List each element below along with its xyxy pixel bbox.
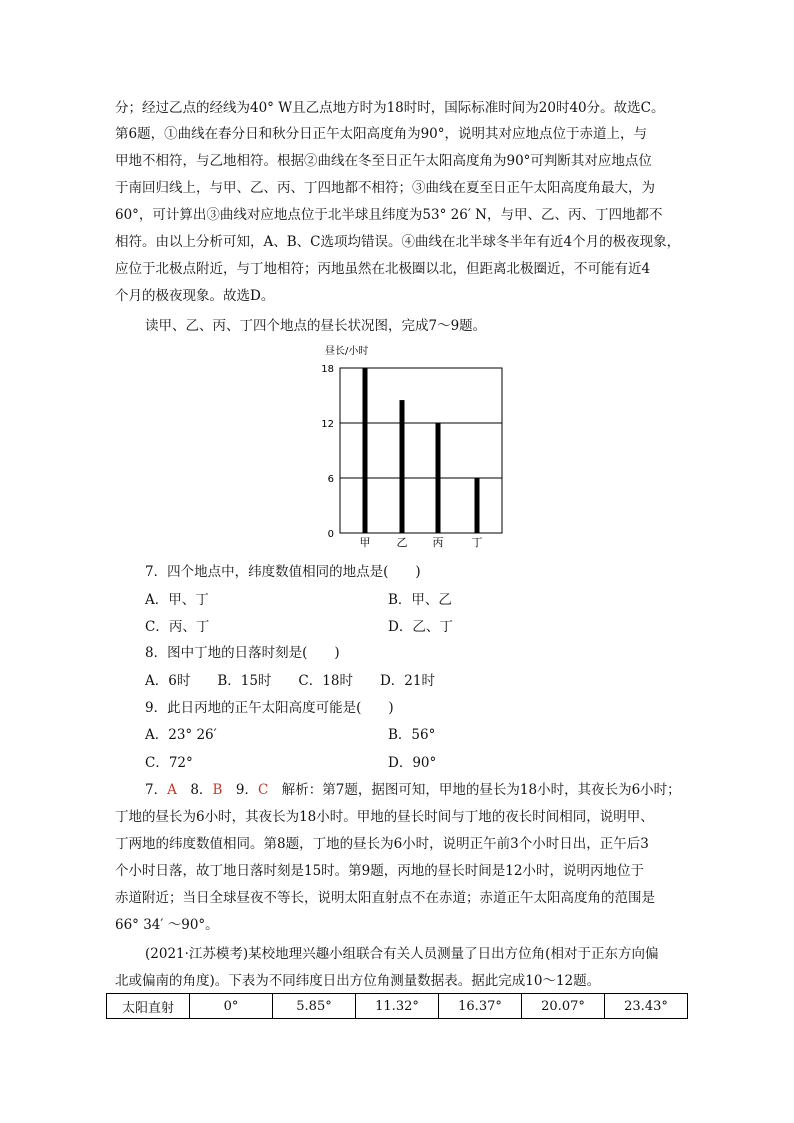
table-cell: 0° [190,994,273,1019]
text-line: 60°，可计算出③曲线对应地点位于北半球且纬度为53° 26′ N，与甲、乙、丙、丁四地都不 [115,207,663,223]
table-header-cell: 太阳直射 [107,994,190,1019]
question-7-option-a: A．甲、丁 [145,592,209,608]
table-cell: 11.32° [356,994,439,1019]
question-9-option-c: C．72° [145,755,193,771]
table-cell: 16.37° [439,994,522,1019]
answer-9-label: 9． [222,782,258,798]
x-category-label: 甲 [359,536,371,549]
y-tick-label: 0 [327,529,334,540]
question-9-stem: 9．此日丙地的正午太阳高度可能是( ) [145,700,394,716]
day-length-bar-chart [315,340,515,555]
text-line: 于南回归线上，与甲、乙、丙、丁四地都不相符；③曲线在夏至日正午太阳高度角最大，为 [115,180,655,196]
explanation-line: 丁两地的纬度数值相同。第8题，丁地的昼长为6小时，说明正午前3个小时日出，正午后3 [115,836,649,852]
question-8-options: A．6时 B．15时 C．18时 D．21时 [145,673,435,689]
text-line: 应位于北极点附近，与丁地相符；丙地虽然在北极圈以北，但距离北极圈近，不可能有近4 [115,261,651,277]
text-line: 第6题，①曲线在春分日和秋分日正午太阳高度角为90°，说明其对应地点位于赤道上，与 [115,126,648,142]
question-9-option-b: B．56° [388,727,436,743]
bar [400,400,405,533]
explanation-line: 赤道附近；当日全球昼夜不等长，说明太阳直射点不在赤道；赤道正午太阳高度角的范围是 [115,890,655,906]
bar [363,368,368,533]
table-cell: 5.85° [273,994,356,1019]
table-cell: 20.07° [522,994,605,1019]
question-7-option-d: D．乙、丁 [388,619,453,635]
answer-8: B [212,782,223,798]
answer-9: C [257,782,269,798]
bar [475,478,480,533]
question-7-option-b: B．甲、乙 [388,592,452,608]
answer-8-label: 8． [176,782,213,798]
answer-7-label: 7． [145,782,168,798]
bar [436,423,441,533]
question-9-option-d: D．90° [388,755,437,771]
text-line: 个月的极夜现象。故选D。 [115,288,275,304]
y-tick-label: 12 [321,419,334,430]
sunrise-azimuth-table [106,993,688,1019]
question-intro: 读甲、乙、丙、丁四个地点的昼长状况图，完成7～9题。 [145,318,487,334]
explanation-line: 个小时日落，故丁地日落时刻是15时。第9题，丙地的昼长时间是12小时，说明丙地位于 [115,863,644,879]
question-9-option-a: A．23° 26′ [145,727,217,743]
table-row [107,994,688,1019]
explanation-line: 66° 34′ ～90°。 [115,917,219,933]
y-tick-label: 18 [321,364,334,375]
text-line: 甲地不相符，与乙地相符。根据②曲线在冬至日正午太阳高度角为90°可判断其对应地点位 [115,153,652,169]
question-intro-2: (2021·江苏模考)某校地理兴趣小组联合有关人员测量了日出方位角(相对于正东方向偏 [145,946,659,962]
question-intro-2-cont: 北或偏南的角度)。下表为不同纬度日出方位角测量数据表。据此完成10～12题。 [115,973,601,989]
text-line: 分；经过乙点的经线为40° W且乙点地方时为18时时，国际标准时间为20时40分。故选C。 [115,100,665,116]
text-line: 相符。由以上分析可知，A、B、C选项均错误。④曲线在北半球冬半年有近4个月的极夜现象， [115,234,681,250]
table-cell: 23.43° [605,994,688,1019]
explanation-start: 解析：第7题，据图可知，甲地的昼长为18小时，其夜长为6小时； [268,782,681,798]
x-category-label: 乙 [396,536,408,549]
answer-7: A [167,782,177,798]
question-7-stem: 7．四个地点中，纬度数值相同的地点是( ) [145,564,421,580]
x-category-label: 丙 [432,536,444,549]
explanation-line: 丁地的昼长为6小时，其夜长为18小时。甲地的昼长时间与丁地的夜长时间相同，说明甲、 [115,809,654,825]
y-tick-label: 6 [327,474,334,485]
x-category-label: 丁 [471,536,483,549]
y-axis-label: 昼长/小时 [325,346,369,357]
question-8-stem: 8．图中丁地的日落时刻是( ) [145,645,340,661]
answer-line [145,778,681,798]
question-7-option-c: C．丙、丁 [145,619,210,635]
